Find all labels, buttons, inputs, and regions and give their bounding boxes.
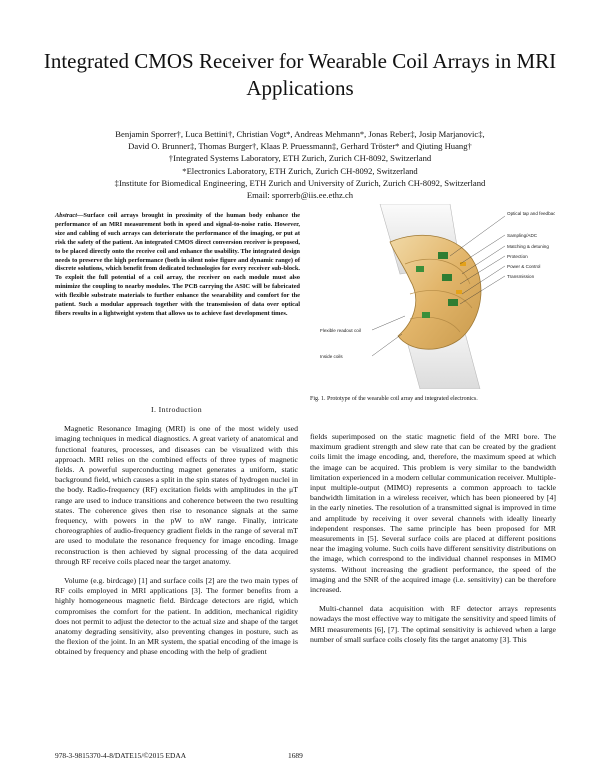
label-inside-coils: Inside coils [320,354,343,359]
coil-sleeve [390,235,481,349]
label-protection: Protection [507,254,528,259]
chip-1 [438,252,448,259]
label-optical: Optical tap and feedback [507,211,555,216]
chip-3 [448,299,458,306]
email: Email: sporrerb@iis.ee.ethz.ch [246,190,354,201]
paragraph: fields superimposed on the static magnetic field of the MRI bore. The maximum gradient strength and slew rate that can be created by the gradient coils limit the image encoding, and, therefore, the maximum speed at which the image can be acquired. This problem is very similar to the bandwidth limitation experienced in a modern cellular communication receiver. Multiple-input multiple-output (MIMO) represents a common approach to tackle bandwidth limitation in a wireless receiver, which has been pioneered by [4] in the early nineties. The resolution of a transmitted signal is improved in time and amplitude by receiving it over several channels with ideally linearly independent responses. The same principle has been proposed for MR measurements in [5]. Several surface coils are placed at different positions near the imaging volume. Such coils have different sensitivity distributions on the image, which correspond to the individual channel responses in MIMO systems. Without increasing the gradient performance, the speed of the imaging and the SNR of the acquired image (i.e. sensitivity) can be therefore increased. [310,432,556,595]
chip-4 [416,266,424,272]
paragraph: Magnetic Resonance Imaging (MRI) is one of the most widely used imaging techniques in medical diagnostics. A great variety of anatomical and functional features, processes, and diseases can be visualized with this approach. MRI relies on the combined effects of three types of magnetic fields. A powerful superconducting magnet generates a uniform, static background field, which causes a split in the spin states of hydrogen nuclei in the body. Radio-frequency (RF) excitation fields with amplitudes in the μT range are used to induce transitions and coherence between the two resulting states. The coherence gives then rise to resonance signals at the same frequency, with powers in the pW to nW range. Finally, intricate choreographies of audio-frequency gradient fields in the range of several mT are used to modulate the resonance frequency for image encoding. Image reconstruction is then achieved by signal processing of the data acquired through RF receive coils placed near the target anatomy. [55,424,298,566]
author-block [30,128,570,201]
abstract [55,212,300,319]
label-matching: Matching & detuning [507,244,549,249]
affiliation-2: *Electronics Laboratory, ETH Zurich, Zurich CH-8092, Switzerland [182,165,418,176]
figure-prototype [310,204,555,389]
figure-illustration [310,204,555,389]
paragraph: Volume (e.g. birdcage) [1] and surface coils [2] are the two main types of RF coils employed in MRI applications [3]. The former benefits from a highly homogeneous magnetic field. Birdcage detectors are rigid, which compromises the comfort for the patient. In addition, mechanical rigidity does not permit to adjust the detector to the actual size and shape of the target anatomy degrading sensitivity, also preventing changes in posture, such as the flexion of the joint. In an MR system, the spatial encoding of the image is obtained by frequency and phase encoding with the help of gradient [55,576,298,657]
abstract-label: Abstract [55,212,78,219]
section-heading-introduction: I. Introduction [150,405,203,414]
author-line-2: David O. Brunner‡, Thomas Burger†, Klaas P. Pruessmann‡, Gerhard Tröster* and Qiuting Huang† [128,141,472,152]
abstract-text: —Surface coil arrays brought in proximity of the human body enhance the performance of an MRI measurement both in speed and signal-to-noise ratio. However, size and cabling of such arrays can deteriorate the performance of the imaging, or put at risk the safety of the patient. An integrated CMOS direct conversion receiver is proposed, to be placed directly onto the receive coil and enhance the usability. The integrated design needs to preserve the high performance (both in silent noise figure and dynamic range) of discrete solutions, which benefit from dedicated technologies for every receiver sub-block. To exploit the full potential of a coil array, the receiver on each module must also minimize the coupling to nearby modules. The PCB carrying the ASIC will be fabricated with flexible substrate materials to further enhance the wearability and comfort for the patient. Such a modular approach together with the transmission of data over optical fibers results in a lightweight system that allows us to achieve fast development times. [55,212,300,317]
affiliation-1: †Integrated Systems Laboratory, ETH Zurich, Zurich CH-8092, Switzerland [168,153,432,164]
author-line-1: Benjamin Sporrer†, Luca Bettini†, Christian Vogt*, Andreas Mehmann*, Jonas Reber‡, Josip Marjanovic‡, [115,129,485,139]
column-left [55,405,298,658]
figure-caption: Fig. 1. Prototype of the wearable coil array and integrated electronics. [310,396,478,402]
affiliation-3: ‡Institute for Biomedical Engineering, ETH Zurich and University of Zurich, Zurich CH-8092, Switzerland [114,177,486,188]
paragraph: Multi-channel data acquisition with RF detector arrays represents nowadays the most effective way to mitigate the sensitivity and speed limits of MRI measurements [6], [7]. The optimal sensitivity is achieved when a large number of small surface coils closely fits the target anatomy [3]. This [310,604,556,644]
footer-isbn: 978-3-9815370-4-8/DATE15/©2015 EDAA [55,751,187,760]
label-sampling: Sampling/ADC [507,233,538,238]
label-transmission: Transmission [507,274,535,279]
label-power: Power & Control [507,264,541,269]
column-right [310,432,556,645]
label-flexible-coil: Flexible readout coil [320,328,361,333]
page-number: 1689 [288,751,303,760]
chip-2 [442,274,452,281]
chip-5 [422,312,430,318]
paper-title: Integrated CMOS Receiver for Wearable Coil Arrays in MRI Applications [43,49,557,100]
